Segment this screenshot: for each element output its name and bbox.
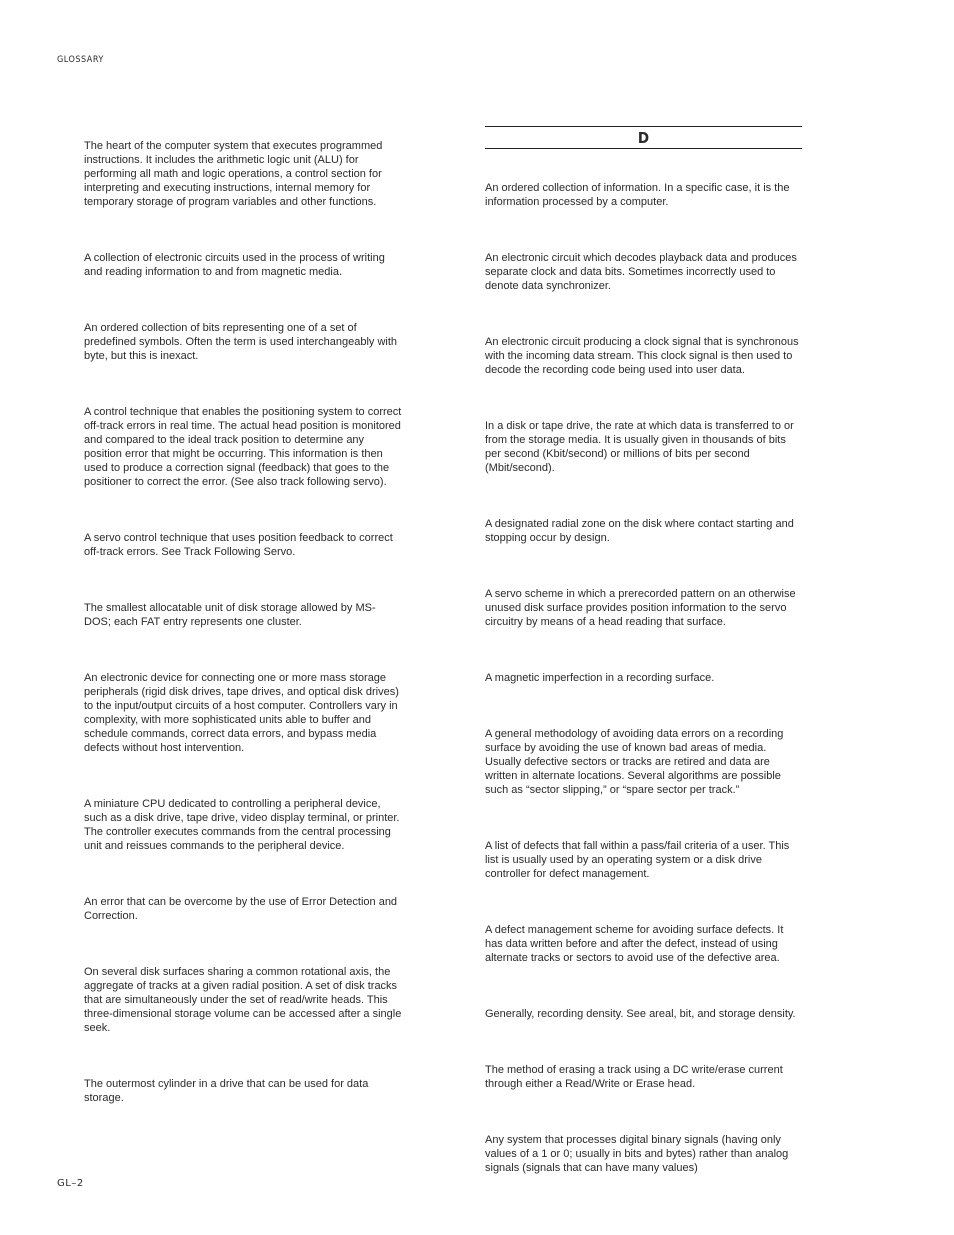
glossary-definition: An error that can be overcome by the use of Error Detection and Correction. [84, 896, 398, 922]
glossary-definition: A designated radial zone on the disk where contact starting and stopping occur by design. [485, 518, 794, 544]
glossary-definition: A collection of electronic circuits used in the process of writing and reading information to and from magnetic media. [84, 252, 385, 278]
glossary-definition: In a disk or tape drive, the rate at which data is transferred to or from the storage media. It is usually given in thousands of bits per second (Kbit/second) or millions of bits per second (Mbit/second). [485, 420, 794, 474]
glossary-definition: A defect management scheme for avoiding surface defects. It has data written before and after the defect, instead of using alternate tracks or sectors to avoid use of the defective area. [485, 924, 784, 964]
glossary-definition: Generally, recording density. See areal, bit, and storage density. [485, 1008, 796, 1020]
glossary-definition: A magnetic imperfection in a recording surface. [485, 672, 715, 684]
glossary-definition: A general methodology of avoiding data errors on a recording surface by avoiding the use of known bad areas of media. Usually defective sectors or tracks are retired and data are written in alternate locations. Several algorithms are possible such as “sector slipping,” or “spare sector per track.” [485, 728, 784, 796]
glossary-definition: An electronic device for connecting one or more mass storage peripherals (rigid disk drives, tape drives, and optical disk drives) to the input/output circuits of a host computer. Controllers vary in complexity, with more sophisticated units able to buffer and schedule commands, correct data errors, and bypass media defects without host intervention. [84, 672, 399, 754]
glossary-definition: The method of erasing a track using a DC write/erase current through either a Read/Write or Erase head. [485, 1064, 783, 1090]
glossary-definition: A servo scheme in which a prerecorded pattern on an otherwise unused disk surface provides position information to the servo circuitry by means of a head reading that surface. [485, 588, 796, 628]
glossary-definition: An ordered collection of information. In a specific case, it is the information processed by a computer. [485, 182, 790, 208]
glossary-definition: An electronic circuit which decodes playback data and produces separate clock and data bits. Sometimes incorrectly used to denote data synchronizer. [485, 252, 797, 292]
left-column [84, 139, 402, 1147]
section-divider [485, 126, 802, 149]
glossary-definition: The outermost cylinder in a drive that can be used for data storage. [84, 1078, 369, 1104]
glossary-definition: A miniature CPU dedicated to controlling a peripheral device, such as a disk drive, tape drive, video display terminal, or printer. The controller executes commands from the central processing unit and reissues commands to the peripheral device. [84, 798, 400, 852]
glossary-definition: A control technique that enables the positioning system to correct off-track errors in real time. The actual head position is monitored and compared to the ideal track position to determine any position error that might be occurring. This information is then used to produce a correction signal (feedback) that goes to the positioner to correct the error. (See also track following servo). [84, 406, 402, 488]
running-header: GLOSSARY [57, 55, 104, 65]
section-letter: D [637, 128, 650, 147]
glossary-definition: The heart of the computer system that executes programmed instructions. It includes the arithmetic logic unit (ALU) for performing all math and logic operations, a control section for interpreting and executing instructions, internal memory for temporary storage of program variables and other functions. [84, 140, 383, 208]
glossary-definition: An ordered collection of bits representing one of a set of predefined symbols. Often the term is used interchangeably with byte, but this is inexact. [84, 322, 398, 362]
glossary-definition: The smallest allocatable unit of disk storage allowed by MS-DOS; each FAT entry represents one cluster. [84, 602, 376, 628]
glossary-definition: On several disk surfaces sharing a common rotational axis, the aggregate of tracks at a given radial position. A set of disk tracks that are simultaneously under the set of read/write heads. This three-dimensional storage volume can be accessed after a single seek. [84, 966, 402, 1034]
glossary-definition: A servo control technique that uses position feedback to correct off-track errors. See Track Following Servo. [84, 532, 393, 558]
glossary-definition: A list of defects that fall within a pass/fail criteria of a user. This list is usually used by an operating system or a disk drive controller for defect management. [485, 840, 790, 880]
glossary-definition: Any system that processes digital binary signals (having only values of a 1 or 0; usually in bits and bytes) rather than analog signals (signals that can have many values) [485, 1134, 789, 1174]
page-number: GL–2 [57, 1178, 84, 1189]
glossary-definition: An electronic circuit producing a clock signal that is synchronous with the incoming data stream. This clock signal is then used to decode the recording code being used into user data. [485, 336, 799, 376]
right-column [485, 126, 803, 1217]
